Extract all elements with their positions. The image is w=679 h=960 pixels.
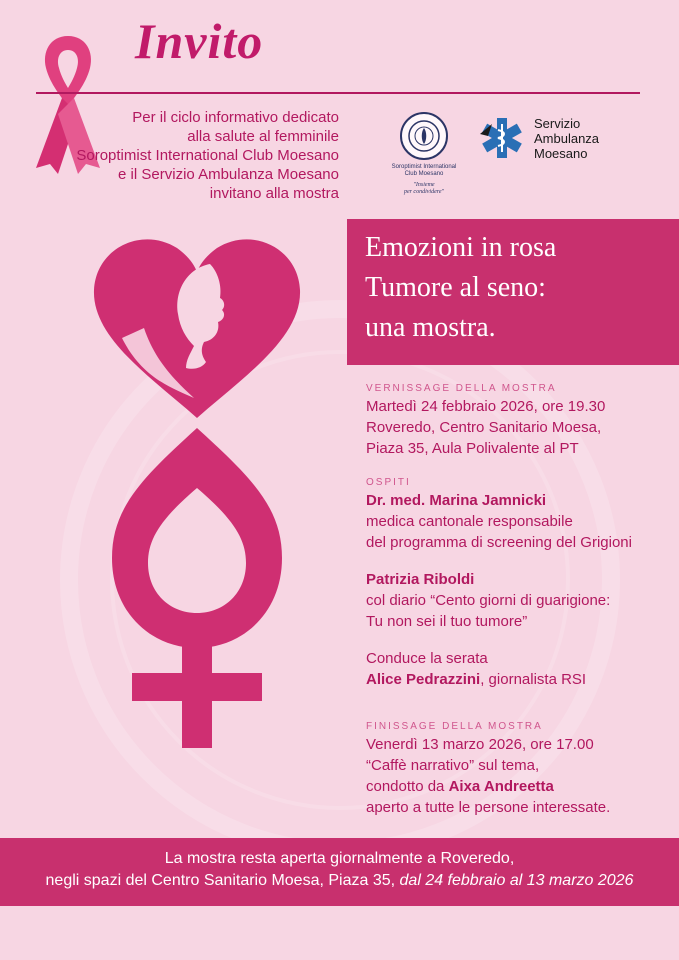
soroptimist-name [388,164,460,178]
guest-description: col diario “Cento giorni di guarigione: [366,592,611,609]
intro-line: Soroptimist International Club Moesano [76,147,339,164]
finissage-label: FINISSAGE DELLA MOSTRA [366,721,543,732]
footer-banner [0,838,679,906]
soroptimist-emblem-icon [400,112,448,160]
finissage-line: Venerdì 13 marzo 2026, ore 17.00 [366,736,594,753]
soroptimist-motto-line: per condividere" [403,189,445,195]
exhibition-headline [365,228,556,348]
host-line [366,669,666,690]
star-of-life-icon [478,114,526,162]
footer-line: La mostra resta aperta giornalmente a Roveredo, [164,850,515,867]
finissage-prefix: condotto da [366,778,449,795]
ospiti-section [366,476,666,690]
footer-location: negli spazi del Centro Sanitario Moesa, Piaza 35, [45,872,400,889]
headline-line: una mostra. [365,312,496,343]
soroptimist-name-line: Soroptimist International [391,164,457,170]
host-intro: Conduce la serata [366,650,488,667]
footer-dates: dal 24 febbraio al 13 marzo 2026 [399,872,634,889]
ambulanza-name-line: Servizio [534,115,581,131]
ambulanza-name-line: Moesano [534,145,588,161]
intro-line: alla salute al femminile [187,128,339,145]
headline-line: Tumore al seno: [365,272,546,303]
soroptimist-motto [388,182,460,196]
intro-line: e il Servizio Ambulanza Moesano [118,166,339,183]
ospiti-label: OSPITI [366,477,411,488]
guest-description: del programma di screening del Grigioni [366,534,632,551]
finissage-host: Aixa Andreetta [448,778,554,795]
ambulanza-logo [478,114,599,162]
intro-line: Per il ciclo informativo dedicato [132,109,339,126]
finissage-line: “Caffè narrativo” sul tema, [366,757,540,774]
soroptimist-logo [388,112,460,196]
vernissage-label: VERNISSAGE DELLA MOSTRA [366,383,557,394]
ambulanza-name [534,116,599,161]
host-role: , giornalista RSI [480,671,587,688]
guest-description: medica cantonale responsabile [366,513,573,530]
vernissage-line: Roveredo, Centro Sanitario Moesa, [366,419,602,436]
host-name: Alice Pedrazzini [366,671,481,688]
finissage-section [366,720,666,818]
finissage-line [366,776,666,797]
intro-line: invitano alla mostra [209,185,339,202]
guest-name: Patrizia Riboldi [366,571,475,588]
intro-text [39,108,339,203]
guest-description: Tu non sei il tuo tumore” [366,613,528,630]
soroptimist-name-line: Club Moesano [404,171,444,177]
ambulanza-name-line: Ambulanza [534,130,600,146]
headline-line: Emozioni in rosa [365,232,557,263]
vernissage-line: Piaza 35, Aula Polivalente al PT [366,440,579,457]
title-divider [36,92,640,94]
vernissage-section [366,382,666,459]
female-heart-symbol-icon [82,228,312,748]
invitation-title: Invito [135,13,264,69]
footer-line [0,870,679,892]
soroptimist-motto-line: "Insieme [413,182,435,188]
guest-name: Dr. med. Marina Jamnicki [366,492,547,509]
vernissage-line: Martedì 24 febbraio 2026, ore 19.30 [366,398,606,415]
finissage-line: aperto a tutte le persone interessate. [366,799,611,816]
